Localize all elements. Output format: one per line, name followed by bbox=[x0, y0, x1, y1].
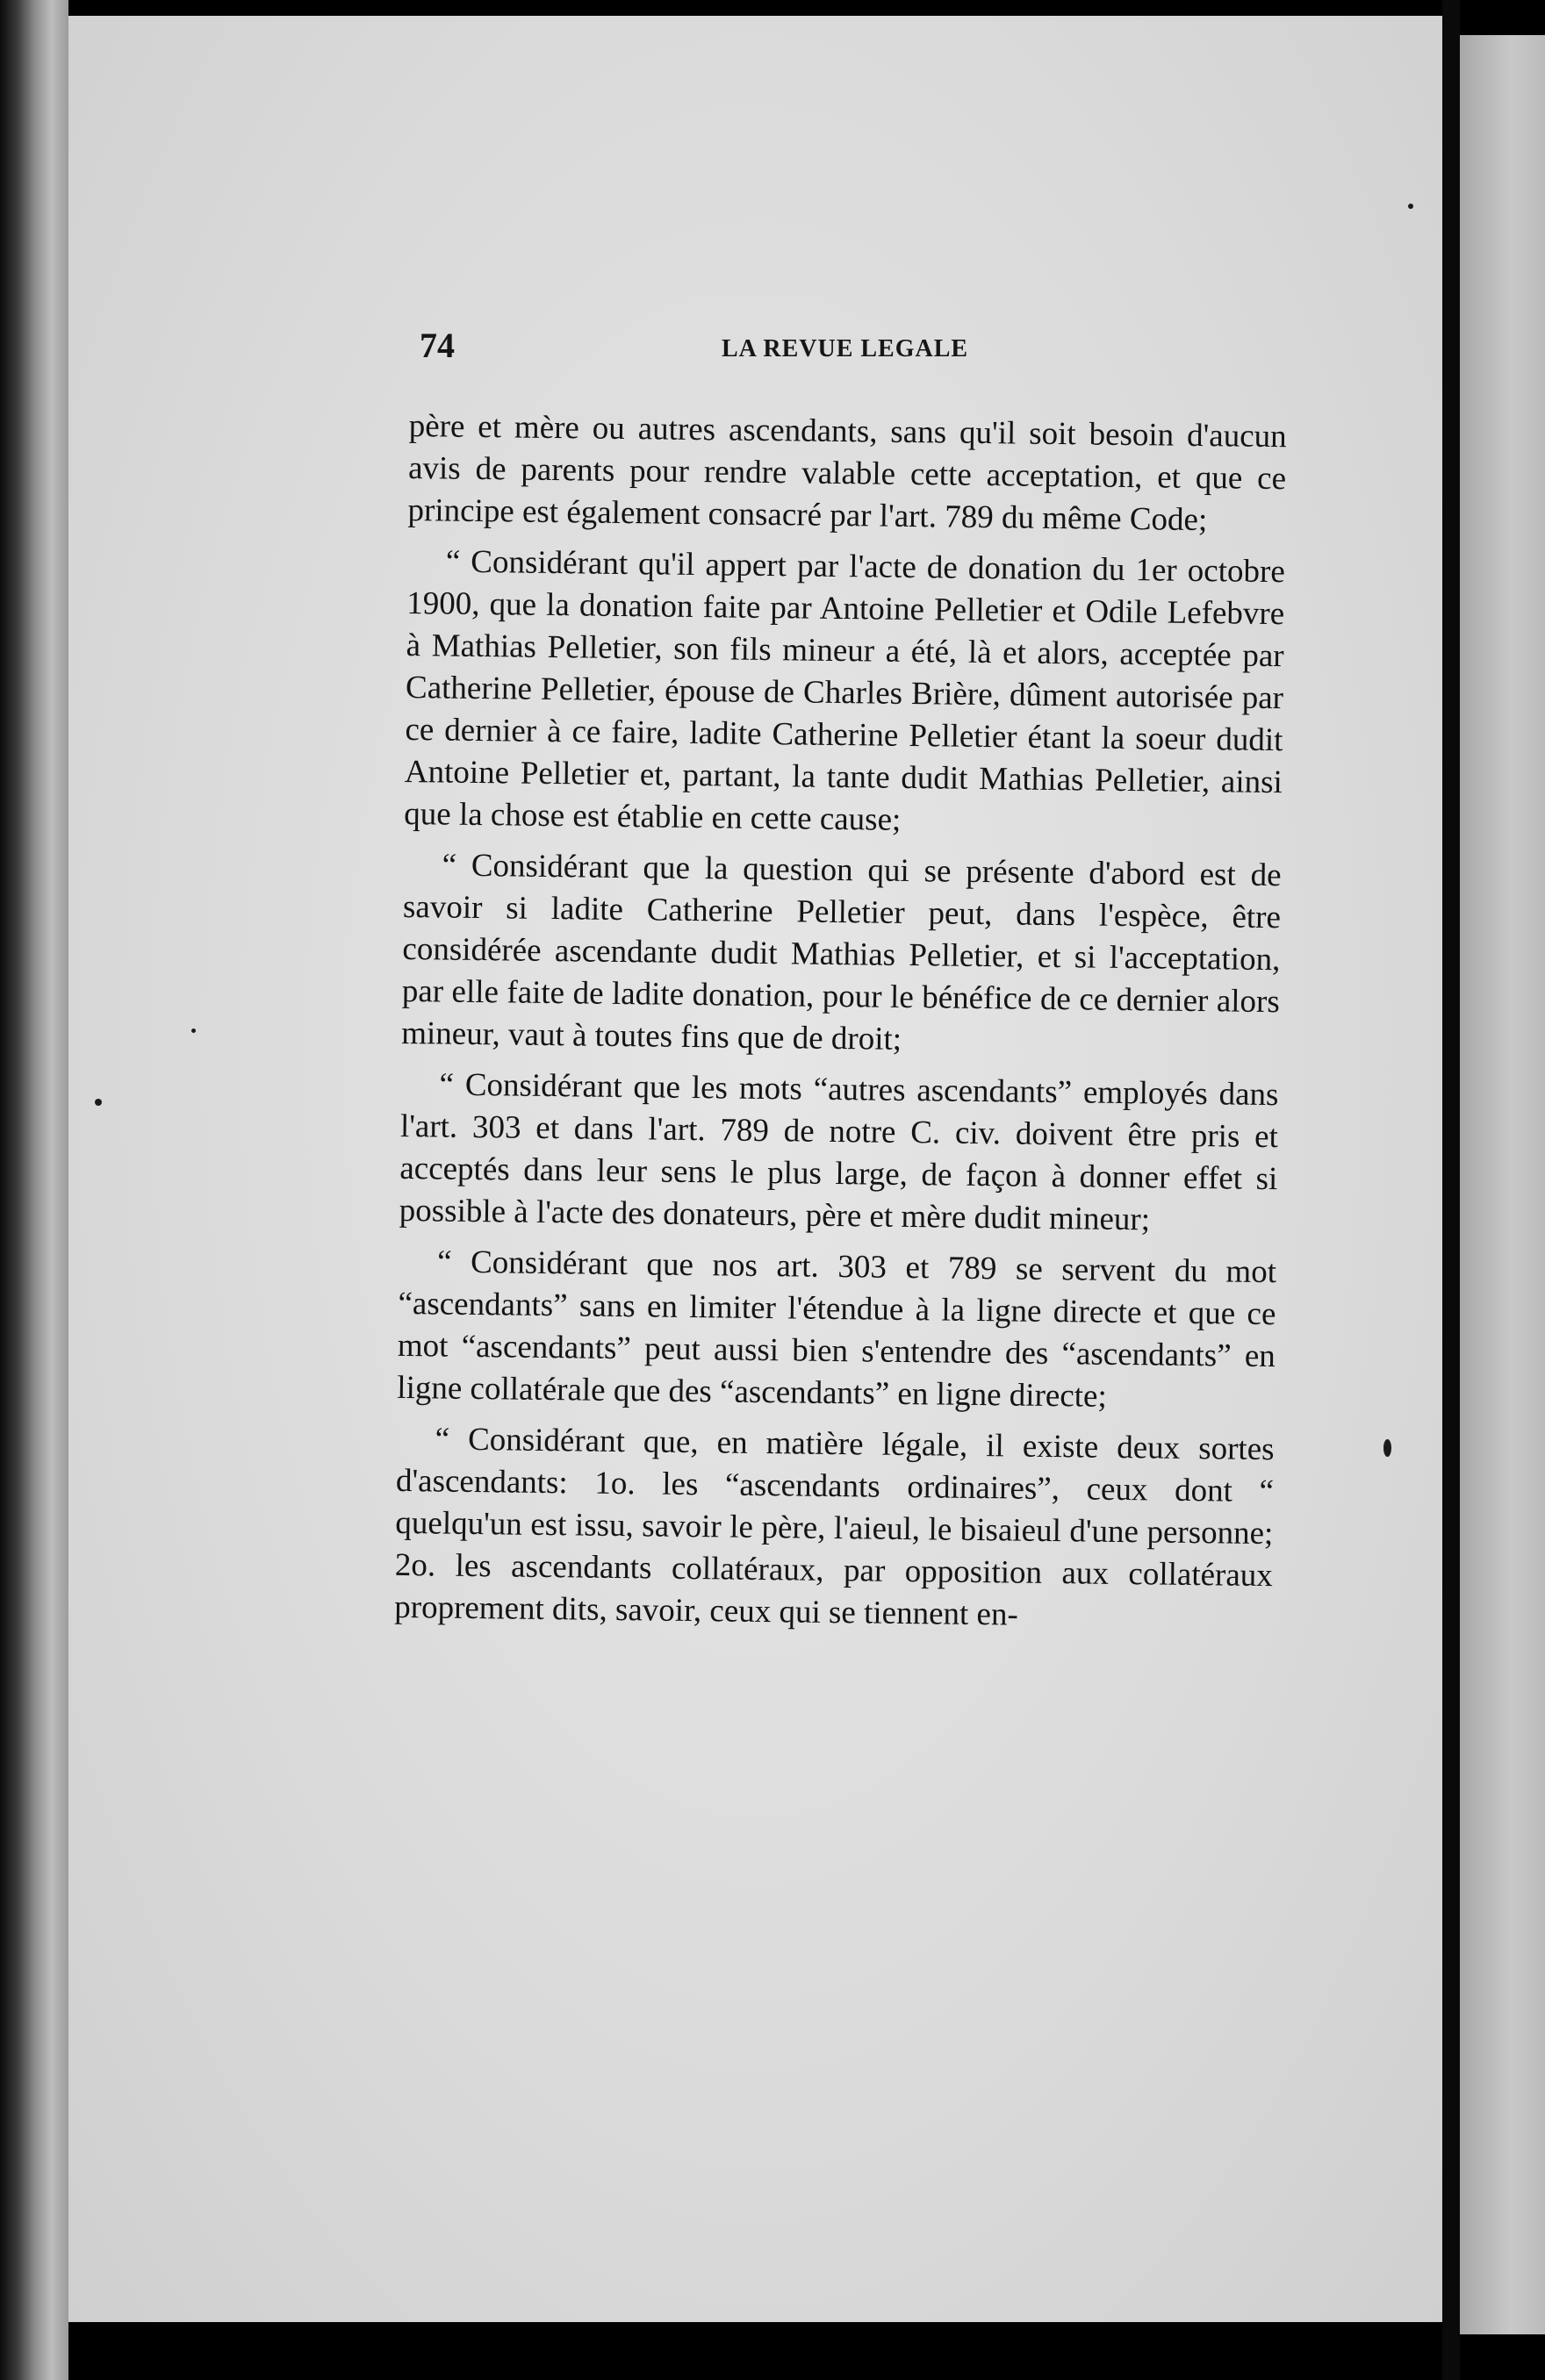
ink-speck bbox=[1383, 1439, 1391, 1457]
ink-speck bbox=[191, 1029, 196, 1033]
facing-page-edge bbox=[1460, 35, 1545, 2334]
ink-speck bbox=[95, 1099, 102, 1106]
ink-speck bbox=[1408, 204, 1413, 209]
left-page-edge bbox=[0, 0, 68, 2380]
body-text bbox=[394, 405, 1287, 1648]
paragraph-1: père et mère ou autres ascendants, sans qu'il soit besoin d'aucun avis de parents pour rendre valable cette acceptation, et que ce principe est également consacré par l'art. 789 du même Code; bbox=[407, 407, 1287, 539]
paragraph-3: “ Considérant que la question qui se présente d'abord est de savoir si ladite Catherine Pelletier peut, dans l'espèce, être considérée ascendante dudit Mathias Pelletier, et si l'acceptation, par elle faite de ladite donation, pour le bénéfice de ce dernier alors mineur, vaut à toutes fins que de droit; bbox=[401, 847, 1282, 1057]
running-header bbox=[420, 325, 1315, 377]
paragraph-4: “ Considérant que les mots “autres ascendants” employés dans l'art. 303 et dans l'art. 789 de notre C. civ. doivent être pris et acceptés dans leur sens le plus large, de façon à donner effet si possible à l'acte des donateurs, père et mère dudit mineur; bbox=[399, 1066, 1279, 1238]
paragraph-5: “ Considérant que nos art. 303 et 789 se servent du mot “ascendants” sans en limiter l'étendue à la ligne directe et que ce mot “ascendants” peut aussi bien s'entendre des “ascendants” en ligne collatérale que des “ascendants” en ligne directe; bbox=[397, 1244, 1277, 1415]
paragraph-2: “ Considérant qu'il appert par l'acte de donation du 1er octobre 1900, que la donation faite par Antoine Pelletier et Odile Lefebvre à Mathias Pelletier, son fils mineur a été, là et alors, acceptée par Catherine Pelletier, épouse de Charles Brière, dûment autorisée par ce dernier à ce faire, ladite Catherine Pelletier étant la soeur dudit Antoine Pelletier et, partant, la tante dudit Mathias Pelletier, ainsi que la chose est établie en cette cause; bbox=[404, 543, 1286, 838]
page-number: 74 bbox=[420, 326, 455, 365]
gutter-shadow bbox=[1442, 0, 1460, 2380]
paragraph-6: “ Considérant que, en matière légale, il existe deux sortes d'ascendants: 1o. les “ascendants ordinaires”, ceux dont “ quelqu'un est issu, savoir le père, l'aieul, le bisaieul d'une personne; 2o. les ascendants collatéraux, par opposition aux collatéraux proprement dits, savoir, ceux qui se tiennent en- bbox=[394, 1421, 1275, 1633]
journal-title: LA REVUE LEGALE bbox=[722, 335, 969, 362]
